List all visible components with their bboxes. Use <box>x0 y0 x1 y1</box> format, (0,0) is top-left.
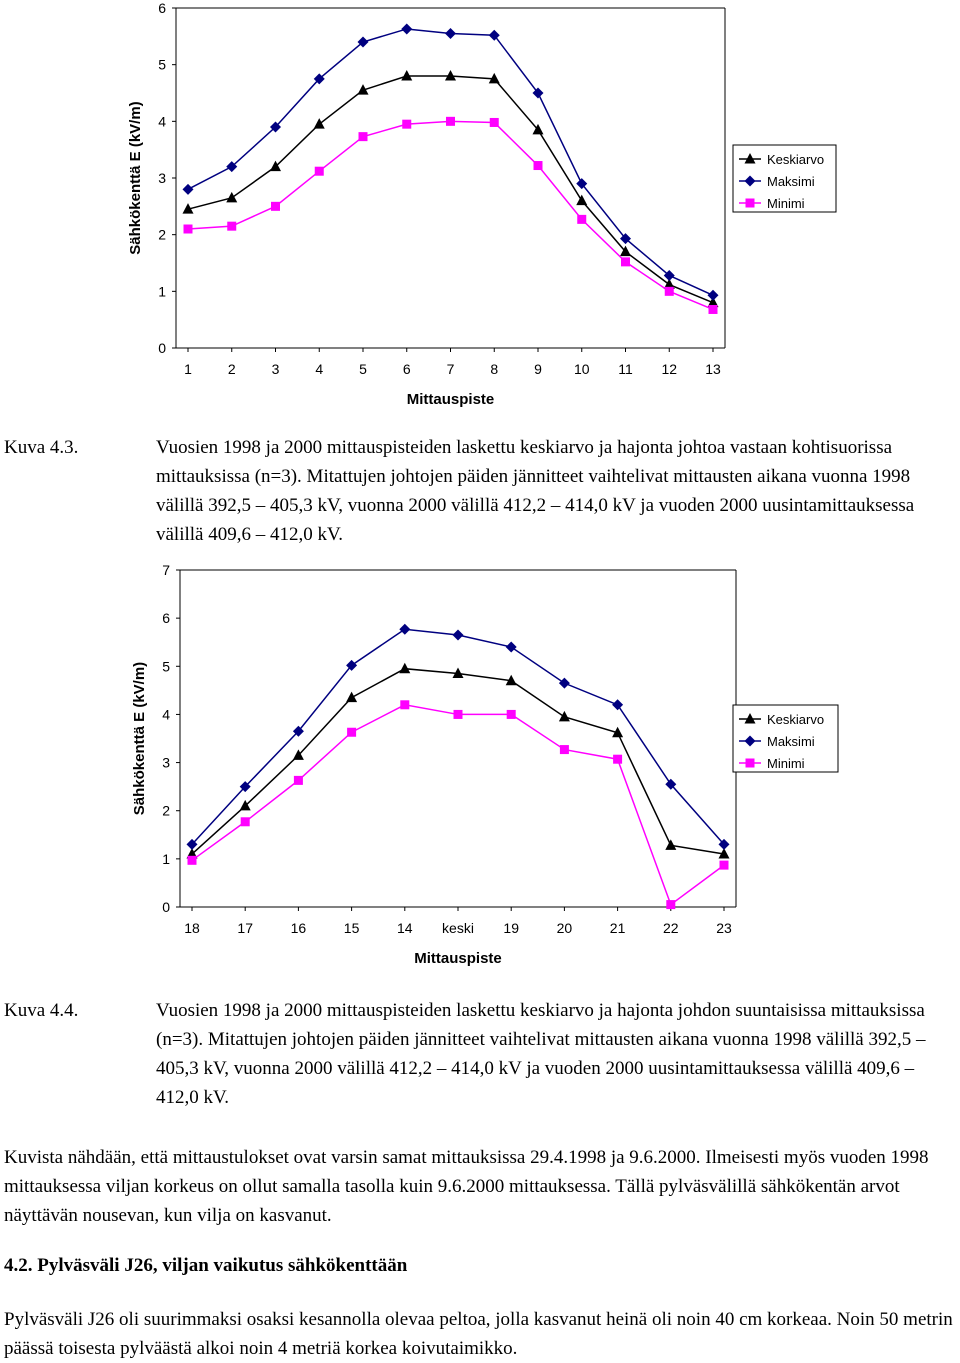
x-tick-label: 4 <box>315 361 324 377</box>
section-heading: 4.2. Pylväsväli J26, viljan vaikutus sähkökenttään <box>4 1255 408 1276</box>
data-point-maksimi <box>506 642 517 653</box>
caption-number: Kuva 4.3. <box>4 437 79 458</box>
data-point-minimi <box>347 728 356 737</box>
x-tick-label: 21 <box>609 920 626 936</box>
data-point-keskiarvo <box>346 692 357 703</box>
x-tick-label: 19 <box>503 920 519 936</box>
data-point-keskiarvo <box>665 839 676 850</box>
x-axis-label: Mittauspiste <box>406 391 495 408</box>
series-line-keskiarvo <box>192 669 724 854</box>
series-line-maksimi <box>192 629 724 844</box>
y-tick-label: 2 <box>162 802 170 819</box>
data-point-minimi <box>227 222 236 231</box>
caption-text: Vuosien 1998 ja 2000 mittauspisteiden laskettu keskiarvo ja hajonta johtoa vastaan kohtisuorissa mittauksissa (n=3). Mitattujen johtojen päiden jännitteet vaihtelivat mittausten aikana vuonna 1998 välillä 392,5 – 405,3 kV, vuonna 2000 välillä 412,2 – 414,0 kV ja vuoden 2000 uusintamittauksessa välillä 409,6 – 412,0 kV. <box>156 437 915 545</box>
legend-label: Keskiarvo <box>767 152 825 167</box>
legend-marker <box>746 759 755 768</box>
data-point-minimi <box>560 745 569 754</box>
data-point-maksimi <box>401 23 412 34</box>
x-tick-label: 1 <box>184 361 192 377</box>
legend-label: Minimi <box>767 756 805 771</box>
x-tick-label: 14 <box>397 920 413 936</box>
y-tick-label: 0 <box>162 899 170 915</box>
y-tick-label: 6 <box>158 0 166 16</box>
data-point-minimi <box>359 132 368 141</box>
body-paragraph: Pylväsväli J26 oli suurimmaksi osaksi kesannolla olevaa peltoa, jolla kasvanut heinä oli noin 40 cm korkeaa. Noin 50 metrin päässä toisesta pylväästä alkoi noin 4 metriä korkea koivutaimikko. <box>4 1309 953 1359</box>
y-tick-label: 7 <box>162 562 170 578</box>
y-tick-label: 0 <box>158 340 166 356</box>
chart-1 <box>0 0 960 415</box>
x-tick-label: 23 <box>716 920 732 936</box>
caption-number: Kuva 4.4. <box>4 1000 79 1021</box>
data-point-minimi <box>613 755 622 764</box>
x-tick-label: 2 <box>227 361 236 377</box>
series-line-minimi <box>188 121 713 309</box>
data-point-minimi <box>271 202 280 211</box>
data-point-minimi <box>665 287 674 296</box>
chart-1-svg <box>0 0 960 415</box>
chart-2-svg <box>0 560 960 975</box>
data-point-keskiarvo <box>576 195 587 206</box>
data-point-maksimi <box>453 629 464 640</box>
data-point-keskiarvo <box>314 118 325 129</box>
data-point-maksimi <box>612 699 623 710</box>
x-axis-label: Mittauspiste <box>414 950 502 967</box>
legend-label: Keskiarvo <box>767 712 825 727</box>
data-point-maksimi <box>559 678 570 689</box>
data-point-minimi <box>241 817 250 826</box>
y-tick-label: 3 <box>158 170 166 186</box>
data-point-minimi <box>315 167 324 176</box>
chart-2 <box>0 560 960 975</box>
data-point-minimi <box>534 161 543 170</box>
data-point-keskiarvo <box>559 711 570 722</box>
series-line-minimi <box>192 705 724 905</box>
data-point-minimi <box>400 700 409 709</box>
x-tick-label: 17 <box>237 920 253 936</box>
x-tick-label: 3 <box>271 361 280 377</box>
y-tick-label: 5 <box>162 658 170 675</box>
data-point-minimi <box>188 856 197 865</box>
x-tick-label: 5 <box>359 361 367 377</box>
x-tick-label: 7 <box>446 361 455 377</box>
data-point-minimi <box>709 305 718 314</box>
series-line-keskiarvo <box>188 76 713 303</box>
data-point-keskiarvo <box>399 663 410 674</box>
y-tick-label: 2 <box>158 226 166 243</box>
data-point-minimi <box>507 710 516 719</box>
data-point-maksimi <box>445 28 456 39</box>
data-point-minimi <box>490 118 499 127</box>
x-tick-label: keski <box>442 920 474 936</box>
caption-4-4 <box>0 996 960 1116</box>
data-point-minimi <box>577 215 586 224</box>
legend-label: Maksimi <box>767 174 815 189</box>
x-tick-label: 9 <box>534 361 542 377</box>
x-tick-label: 12 <box>661 361 678 377</box>
legend-label: Maksimi <box>767 734 815 749</box>
caption-text: Vuosien 1998 ja 2000 mittauspisteiden laskettu keskiarvo ja hajonta johdon suuntaisissa mittauksissa (n=3). Mitattujen johtojen päiden jännitteet vaihtelivat mittausten aikana vuonna 1998 välillä 392,5 – 405,3 kV, vuonna 2000 välillä 412,2 – 414,0 kV ja vuoden 2000 uusintamittauksessa välillä 409,6 – 412,0 kV. <box>156 1000 926 1108</box>
data-point-minimi <box>621 257 630 266</box>
x-tick-label: 11 <box>618 361 633 377</box>
x-tick-label: 18 <box>184 920 200 936</box>
y-tick-label: 6 <box>162 610 170 627</box>
x-tick-label: 20 <box>556 920 573 936</box>
y-axis-label: Sähkökenttä E (kV/m) <box>131 661 148 816</box>
y-tick-label: 3 <box>162 754 170 771</box>
data-point-keskiarvo <box>226 192 237 203</box>
x-tick-label: 22 <box>663 920 679 936</box>
data-point-maksimi <box>708 290 719 301</box>
y-tick-label: 4 <box>158 113 166 130</box>
y-tick-label: 4 <box>162 706 170 723</box>
y-tick-label: 1 <box>158 283 166 300</box>
data-point-minimi <box>666 900 675 909</box>
x-tick-label: 6 <box>402 361 411 377</box>
x-tick-label: 10 <box>573 361 590 377</box>
legend-label: Minimi <box>767 196 805 211</box>
data-point-minimi <box>402 120 411 129</box>
caption-4-3 <box>0 433 960 553</box>
data-point-minimi <box>184 225 193 234</box>
y-axis-label: Sähkökenttä E (kV/m) <box>127 101 144 255</box>
data-point-maksimi <box>399 624 410 635</box>
data-point-minimi <box>294 776 303 785</box>
x-tick-label: 15 <box>343 920 360 936</box>
x-tick-label: 8 <box>490 361 499 377</box>
data-point-maksimi <box>183 184 194 195</box>
series-line-maksimi <box>188 29 713 295</box>
data-point-minimi <box>446 117 455 126</box>
legend-marker <box>746 199 755 208</box>
body-paragraph: Kuvista nähdään, että mittaustulokset ovat varsin samat mittauksissa 29.4.1998 ja 9.6.2000. Ilmeisesti myös vuoden 1998 mittauksessa viljan korkeus on ollut samalla tasolla kuin 9.6.2000 mittauksessa. Tällä pylväsvälillä sähkökentän arvot näyttävän nousevan, kun vilja on kasvanut. <box>4 1147 929 1226</box>
y-tick-label: 1 <box>162 850 170 867</box>
x-tick-label: 13 <box>705 361 721 377</box>
y-tick-label: 5 <box>158 56 166 73</box>
x-tick-label: 16 <box>290 920 307 936</box>
data-point-minimi <box>454 710 463 719</box>
data-point-minimi <box>720 861 729 870</box>
